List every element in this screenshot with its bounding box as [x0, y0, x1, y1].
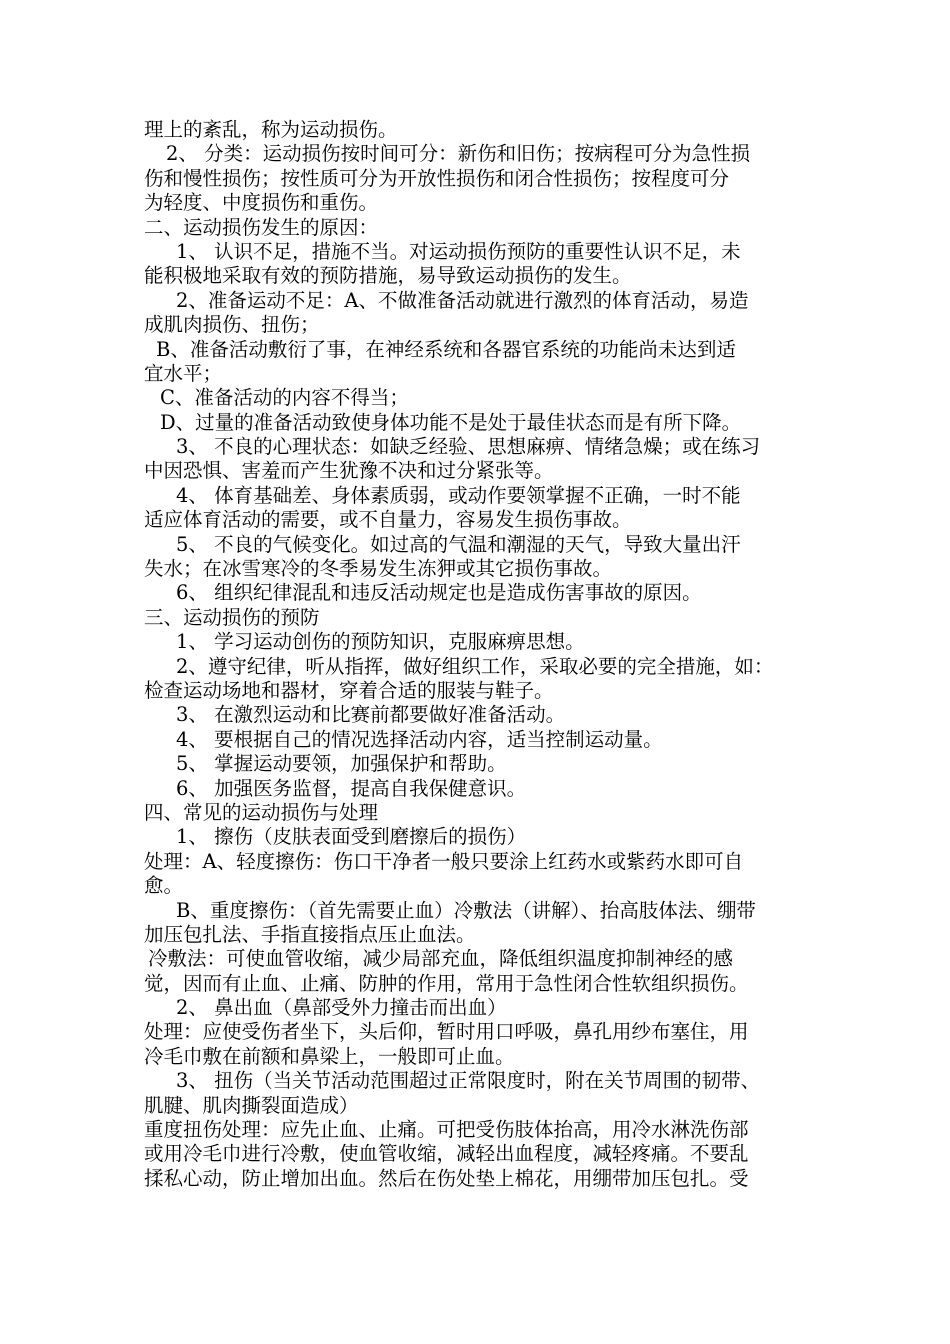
text-line: 冷敷法：可使血管收缩，减少局部充血，降低组织温度抑制神经的感 [148, 947, 734, 971]
text-line: 3、 在激烈运动和比赛前都要做好准备活动。 [176, 703, 566, 727]
text-line: 2、 分类：运动损伤按时间可分：新伤和旧伤；按病程可分为急性损 [166, 142, 751, 166]
text-line: 1、 擦伤（皮肤表面受到磨擦后的损伤） [176, 825, 527, 849]
section-heading: 四、常见的运动损伤与处理 [144, 800, 379, 824]
text-line: 揉私心动，防止增加出血。然后在伤处垫上棉花，用绷带加压包扎。受 [144, 1166, 749, 1190]
text-line: 能积极地采取有效的预防措施，易导致运动损伤的发生。 [144, 264, 632, 288]
text-line: 中因恐惧、害羞而产生犹豫不决和过分紧张等。 [144, 459, 554, 483]
text-line: 检查运动场地和器材，穿着合适的服装与鞋子。 [144, 678, 554, 702]
text-line: 4、 要根据自己的情况选择活动内容，适当控制运动量。 [176, 727, 663, 751]
text-line: 4、 体育基础差、身体素质弱，或动作要领掌握不正确，一时不能 [176, 483, 741, 507]
text-line: 5、 掌握运动要领，加强保护和帮助。 [176, 752, 507, 776]
document-body [144, 118, 820, 1191]
section-heading: 二、运动损伤发生的原因： [144, 215, 379, 239]
section-heading: 三、运动损伤的预防 [144, 605, 320, 629]
text-line: 理上的紊乱，称为运动损伤。 [144, 118, 398, 141]
text-line: 觉，因而有止血、止痛、防肿的作用，常用于急性闭合性软组织损伤。 [144, 971, 749, 995]
text-line: B、准备活动敷衍了事，在神经系统和各器官系统的功能尚未达到适 [156, 337, 736, 361]
text-line: 2、遵守纪律，听从指挥，做好组织工作，采取必要的完全措施，如： [176, 654, 774, 678]
text-line: 处理：A、轻度擦伤：伤口干净者一般只要涂上红药水或紫药水即可自 [144, 849, 744, 873]
text-line: 2、准备运动不足：A、不做准备活动就进行激烈的体育活动，易造 [176, 288, 749, 312]
text-line: D、过量的准备活动致使身体功能不是处于最佳状态而是有所下降。 [160, 410, 742, 434]
text-line: 1、 学习运动创伤的预防知识，克服麻痹思想。 [176, 630, 585, 654]
text-line: 6、 加强医务监督，提高自我保健意识。 [176, 776, 527, 800]
text-line: 6、 组织纪律混乱和违反活动规定也是造成伤害事故的原因。 [176, 581, 702, 605]
text-line: 1、 认识不足，措施不当。对运动损伤预防的重要性认识不足，未 [176, 239, 741, 263]
text-line: 愈。 [144, 874, 184, 898]
text-line: 适应体育活动的需要，或不自量力，容易发生损伤事故。 [144, 508, 632, 532]
text-line: 为轻度、中度损伤和重伤。 [144, 191, 379, 215]
text-line: C、准备活动的内容不得当； [160, 386, 409, 410]
text-line: 处理：应使受伤者坐下，头后仰，暂时用口呼吸，鼻孔用纱布塞住，用 [144, 1020, 749, 1044]
text-line: 或用冷毛巾进行冷敷，使血管收缩，减轻出血程度，减轻疼痛。不要乱 [144, 1142, 749, 1166]
text-line: 5、 不良的气候变化。如过高的气温和潮湿的天气，导致大量出汗 [176, 532, 741, 556]
text-line: 肌腱、肌肉撕裂面造成） [144, 1093, 359, 1117]
text-line: 3、 扭伤（当关节活动范围超过正常限度时，附在关节周围的韧带、 [176, 1069, 761, 1093]
text-line: 成肌肉损伤、扭伤； [144, 313, 320, 337]
text-line: B、重度擦伤：（首先需要止血）冷敷法（讲解）、抬高肢体法、绷带 [176, 898, 756, 922]
text-line: 2、 鼻出血（鼻部受外力撞击而出血） [176, 996, 507, 1020]
text-line: 重度扭伤处理：应先止血、止痛。可把受伤肢体抬高，用冷水淋洗伤部 [144, 1118, 749, 1142]
text-line: 失水；在冰雪寒冷的冬季易发生冻狎或其它损伤事故。 [144, 557, 613, 581]
text-line: 加压包扎法、手指直接指点压止血法。 [144, 922, 476, 946]
text-line: 伤和慢性损伤；按性质可分为开放性损伤和闭合性损伤；按程度可分 [144, 166, 730, 190]
text-line: 宜水平； [144, 361, 223, 385]
text-line: 3、 不良的心理状态：如缺乏经验、思想麻痹、情绪急燥；或在练习 [176, 435, 761, 459]
text-line: 冷毛巾敷在前额和鼻梁上，一般即可止血。 [144, 1044, 515, 1068]
